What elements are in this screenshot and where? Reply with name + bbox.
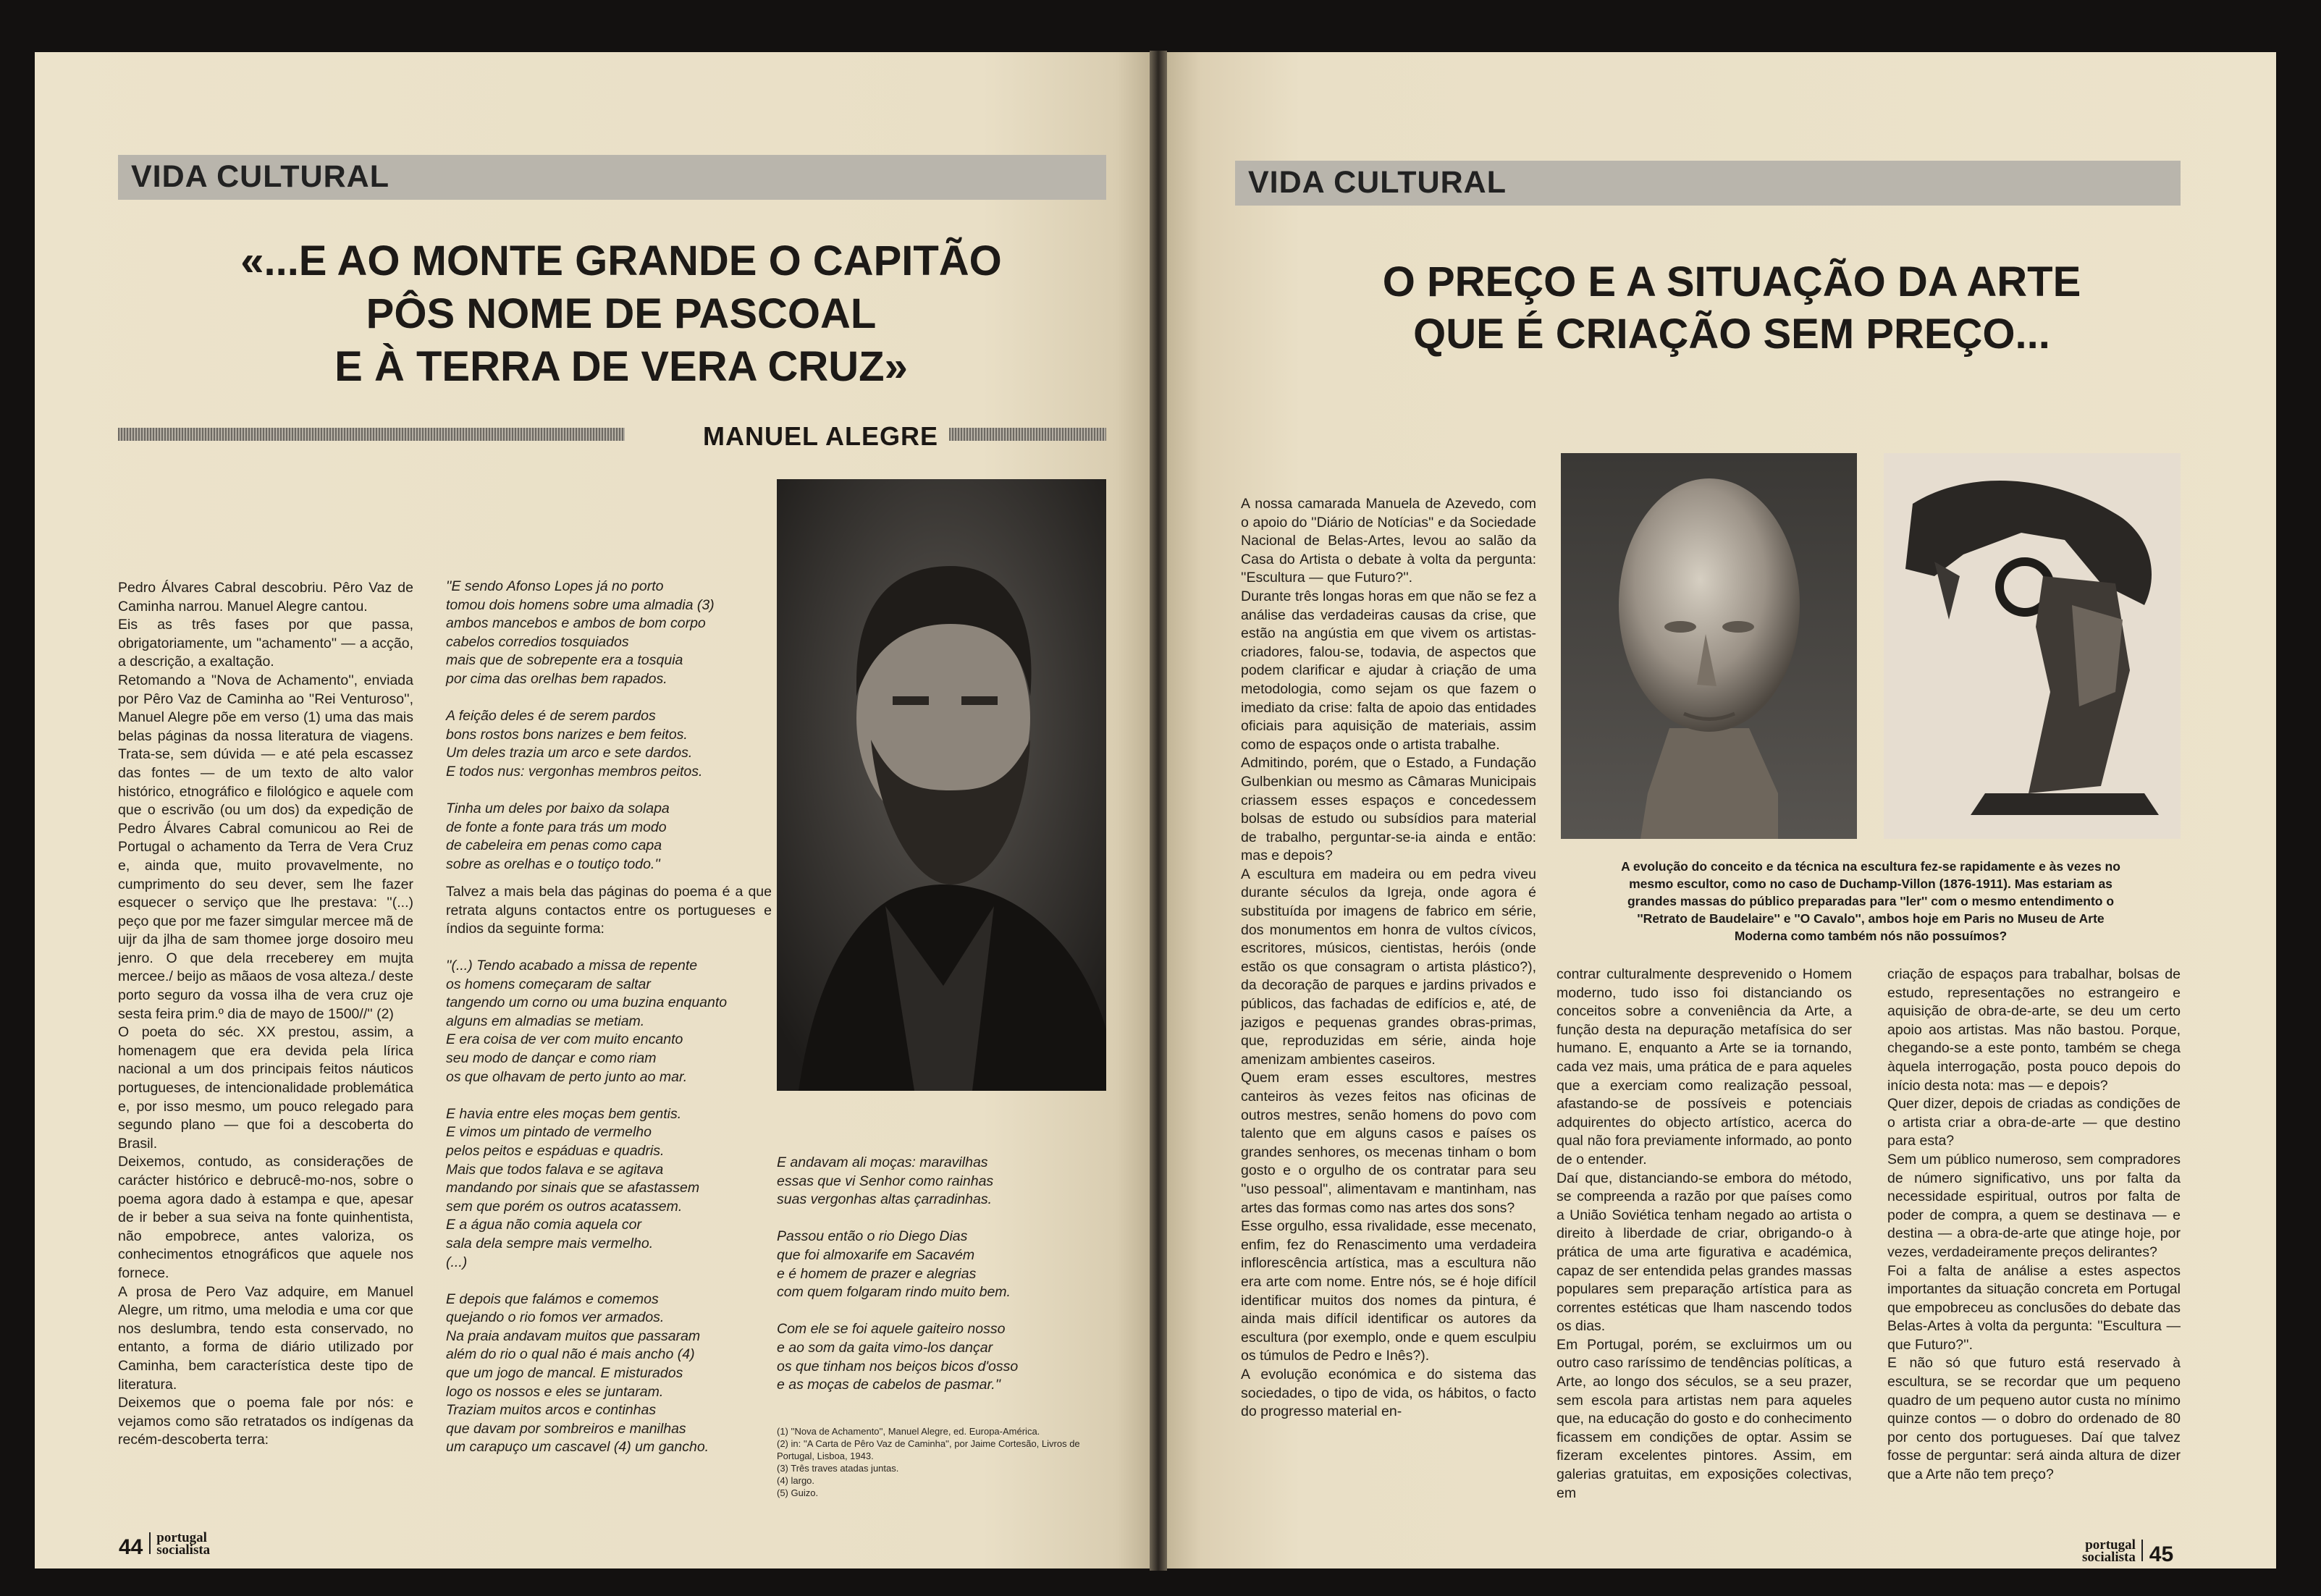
headline-line: «...E AO MONTE GRANDE O CAPITÃO: [240, 237, 1002, 284]
headline-line: E À TERRA DE VERA CRUZ»: [334, 343, 908, 390]
page-footer: [119, 1532, 210, 1560]
byline: MANUEL ALEGRE: [703, 421, 939, 451]
baudelaire-portrait-sculpture-photo: [1561, 453, 1857, 839]
article-column-1: Pedro Álvares Cabral descobriu. Pêro Vaz de Caminha narrou. Manuel Alegre cantou. Eis as três fases por que passa, obrigatoriamente, um ''achamento'' — a acção, a descrição, a exaltação. Retomando a ''Nova de Achamento'', enviada por Pêro Vaz de Caminha ao ''Rei Venturoso'', Manuel Alegre põe em verso (1) uma das mais belas páginas da nossa literatura de viagens. Trata-se, sem dúvida — e até pela escassez das fontes — de um texto de alto valor histórico, etnográfico e filológico e aquele com que o escrivão (ou um dos) da expedição de Pedro Álvares Cabral comunicou ao Rei de Portugal o achamento da Terra de Vera Cruz e, ainda que, muito provavelmente, no cumprimento do seu dever, sem lhe fazer esquecer o serviço que lhe prestava: ''(...) peço que por me fazer simgular mercee mã de uijr da jlha de sam thomee jorge dosoiro meu jenro. O que dela rreceberey em mujta mercee./ beijo as mãaos de vosa alteza./ deste porto seguro da vossa ilha de vera cruz oje sesta feira prim.º dia de mayo de 1500//'' (2) O poeta do séc. XX prestou, assim, a homenagem que era devida pela lírica nacional a um dos principais feitos náuticos portugueses, de intencionalidade problemática e, por isso mesmo, um pouco relegado para segundo plano — que foi a descoberta do Brasil. Deixemos, contudo, as considerações de carácter histórico e debrucê-mo-nos, sobre o poema agora dado à estampa e que, apesar de ir beber a sua seiva na fonte quinhentista, não empobrece, antes valoriza, os conhecimentos etnográficos que aquele nos fornece. A prosa de Pero Vaz adquire, em Manuel Alegre, um ritmo, uma melodia e uma cor que nos deslumbra, tendo esta conservado, no entanto, a forma de diário utilizado por Caminha, bem característica deste tipo de literatura. Deixemos que o poema fale por nós: e vejamos como são retratados os indígenas da recém-descoberta terra:: [118, 580, 413, 1448]
byline-rule: [949, 428, 1106, 441]
section-label: VIDA CULTURAL: [1248, 165, 1507, 200]
article-column-1: A nossa camarada Manuela de Azevedo, com o apoio do ''Diário de Notícias'' e da Sociedade Nacional de Belas-Artes, levou ao salão da Casa do Artista o debate à volta da pergunta: ''Escultura — que Futuro?''. Durante três longas horas em que não se fez a análise das verdadeiras causas da crise, que estão na angústia em que vivem os artistas-criadores, falou-se, todavia, de aspectos que podem clarificar e ajudar à criação de uma metodologia, como sejam os que fazem o imediato da crise: falta de apoio das entidades oficiais para aquisição de materiais, assim como de espaços onde o artista trabalhe. Admitindo, porém, que o Estado, a Fundação Gulbenkian ou mesmo as Câmaras Municipais criassem esses espaços e concedessem bolsas de estudo ou subsídios para material de trabalho, perguntar-se-ia ainda e então: mas e depois? A escultura em madeira ou em pedra viveu durante séculos da Igreja, onde agora é substituída por imagens de fabrico em série, dos monumentos em honra de vultos cívicos, escritores, músicos, cientistas, heróis (onde estão os que consagram o artista plástico?), da decoração de parques e jardins privados e públicos, das fachadas de edifícios e, até, de jazigos e pequenas grandes obras-primas, que, reproduzidas em série, ainda hoje amenizam ambientes caseiros. Quem eram esses escultores, mestres canteiros às vezes feitos nas oficinas de outros mestres, senão homens do povo com talento que em alguns casos e países os grandes senhores, os mecenas tinham o bom gosto e o orgulho de os contratar para seu ''uso pessoal'', alimentavam e mantinham, nas artes das formas como nas artes dos sons? Esse orgulho, essa rivalidade, esse mecenato, enfim, fez do Renascimento uma verdadeira inflorescência artística, mas a escultura não era arte com nome. Entre nós, se é hoje difícil identificar muitos dos nomes da pintura, é ainda mais difícil identificar os autores da escultura (por exemplo, onde e quem esculpiu os túmulos de Pedro e Inês?). A evolução económica e do sistema das sociedades, o tipo de vida, os hábitos, o facto do progresso material en-: [1241, 496, 1536, 1420]
byline-rule: [118, 428, 625, 441]
magazine-logo: portugal socialista: [2082, 1537, 2136, 1565]
section-label: VIDA CULTURAL: [131, 159, 389, 194]
page-number: 44: [119, 1535, 143, 1559]
byline-bar: [118, 421, 1106, 451]
article-headline: [1297, 256, 2166, 360]
footer-divider: [149, 1532, 151, 1554]
page-number: 45: [2149, 1542, 2174, 1566]
right-page: [1167, 52, 2276, 1568]
horse-sculpture-photo: [1884, 453, 2181, 839]
photo-caption: A evolução do conceito e da técnica na escultura fez-se rapidamente e às vezes no mesmo escultor, como no caso de Duchamp-Villon (1876-1911). Mas estariam as grandes massas do público preparadas para ''ler'' com o mesmo entendimento o ''Retrato de Baudelaire'' e ''O Cavalo'', ambos hoje em Paris no Museu de Arte Moderna como também nós não possuímos?: [1621, 859, 2120, 943]
left-page: [35, 52, 1150, 1568]
article-column-2: Talvez a mais bela das páginas do poema é a que retrata alguns contactos entre os portugueses e índios da seguinte forma:: [446, 884, 772, 937]
headline-line: PÔS NOME DE PASCOAL: [366, 290, 877, 337]
article-headline: [136, 235, 1106, 393]
article-column-3: criação de espaços para trabalhar, bolsas de estudo, representações no estrangeiro e aquisição de obra-de-arte, se deu um certo apoio aos artistas. Mas não bastou. Porque, chegando-se a este ponto, também se chega àquela interrogação, posta pouco depois do início desta nota: mas — e depois? Quer dizer, depois de criadas as condições de o artista criar a obra-de-arte — que destino para esta? Sem um público numeroso, sem compradores de número significativo, uns por falta da necessidade espiritual, outros por falta de poder de compra, a quem se destinava — e destina — a obra-de-arte que atinge hoje, por vezes, verdadeiramente preços delirantes? Foi a falta de análise a estes aspectos importantes da situação concreta em Portugal que empobreceu as conclusões do debate das Belas-Artes à volta da pergunta: ''Escultura — que Futuro?''. E não só que futuro está reservado à escultura, se se recordar que um pequeno quadro de um pequeno autor custa no mínimo quinze contos — o dobro do ordenado de 80 por cento dos portugueses. Daí que talvez fosse de perguntar: será ainda altura de dizer que a Arte não tem preço?: [1887, 966, 2181, 1483]
section-banner: [1235, 161, 2181, 206]
poem-excerpt-3: E andavam ali moças: maravilhas essas que vi Senhor como rainhas suas vergonhas altas çarradinhas. Passou então o rio Diego Dias que foi almoxarife em Sacavém e é homem de prazer e alegrias com quem folgaram rindo muito bem. Com ele se foi aquele gaiteiro nosso e ao som da gaita vimo-los dançar os que tinham nos beiços bicos d'osso e as moças de cabelos de pasmar.'': [777, 1154, 1019, 1393]
footnotes: (1) ''Nova de Achamento'', Manuel Alegre, ed. Europa-América. (2) in: ''A Carta de Pêro Vaz de Caminha'', por Jaime Cortesão, Livros de Portugal, Lisboa, 1943. (3) Três traves atadas juntas. (4) largo. (5) Guizo.: [777, 1426, 1080, 1498]
magazine-spine: [1150, 51, 1167, 1571]
footer-divider: [2141, 1540, 2143, 1561]
poem-excerpt-2: ''(...) Tendo acabado a missa de repente os homens começaram de saltar tangendo um corno ou uma buzina enquanto alguns em almadias se metiam. E era coisa de ver com muito encanto seu modo de dançar e como riam os que olhavam de perto junto ao mar. E havia entre eles moças bem gentis. E vimos um pintado de vermelho pelos peitos e espáduas e quadris. Mais que todos falava e se agitava mandando por sinais que se afastassem sem que porém os outros acatassem. E a água não comia aquela cor sala dela sempre mais vermelho. (...) E depois que falámos e comemos quejando o rio fomos ver armados. Na praia andavam muitos que passaram além do rio o qual não é mais ancho (4) que um jogo de mancal. E misturados logo os nossos e eles se juntaram. Traziam muitos arcos e continhas que davam por sombreiros e manilhas um carapuço um cascavel (4) um gancho.: [446, 958, 728, 1456]
section-banner: [118, 155, 1106, 200]
poem-excerpt-1: ''E sendo Afonso Lopes já no porto tomou dois homens sobre uma almadia (3) ambos mancebos e ambos de bom corpo cabelos corredios tosquiados mais que de sobrepente era a tosquia por cima das orelhas bem rapados. A feição deles é de serem pardos bons rostos bons narizes e bem feitos. Um deles trazia um arco e sete dardos. E todos nus: vergonhas membros peitos. Tinha um deles por baixo da solapa de fonte a fonte para trás um modo de cabeleira em penas como capa sobre as orelhas e o toutiço todo.'': [446, 578, 715, 872]
page-footer: [2082, 1539, 2173, 1567]
article-column-2: contrar culturalmente desprevenido o Homem moderno, tudo isso foi distanciando os conceitos sobre a conveniência da Arte, a função desta na depuração metafísica do ser humano. E, enquanto a Arte se ia tornando, cada vez mais, uma prática de e para aqueles que a exerciam como realização pessoal, afastando-se de possíveis e potenciais adquirentes do objecto artístico, acerca do qual não fora previamente informado, ao ponto de o entender. Daí que, distanciando-se embora do método, se compreenda a razão por que países como a União Soviética tenham negado ao artista o direito à liberdade de criar, obrigando-o à prática de uma arte figurativa e académica, capaz de ser entendida pelas grandes massas populares sem preparação artística para as correntes estéticas que lham nascendo todos os dias. Em Portugal, porém, se excluirmos um ou outro caso raríssimo de tendências políticas, a Arte, ao longo dos séculos, se a seu prazer, sem escola para artistas nem para aqueles que, na educação do gosto e do conhecimento ficassem em condições de optar. Assim se fizeram excelentes pintores. Assim, em galerias gratuitas, em exposições colectivas, em: [1557, 966, 1852, 1501]
headline-line: O PREÇO E A SITUAÇÃO DA ARTE: [1382, 258, 2081, 305]
magazine-logo: portugal socialista: [156, 1530, 211, 1558]
author-portrait-photo: [777, 479, 1106, 1091]
headline-line: QUE É CRIAÇÃO SEM PREÇO...: [1413, 311, 2050, 358]
